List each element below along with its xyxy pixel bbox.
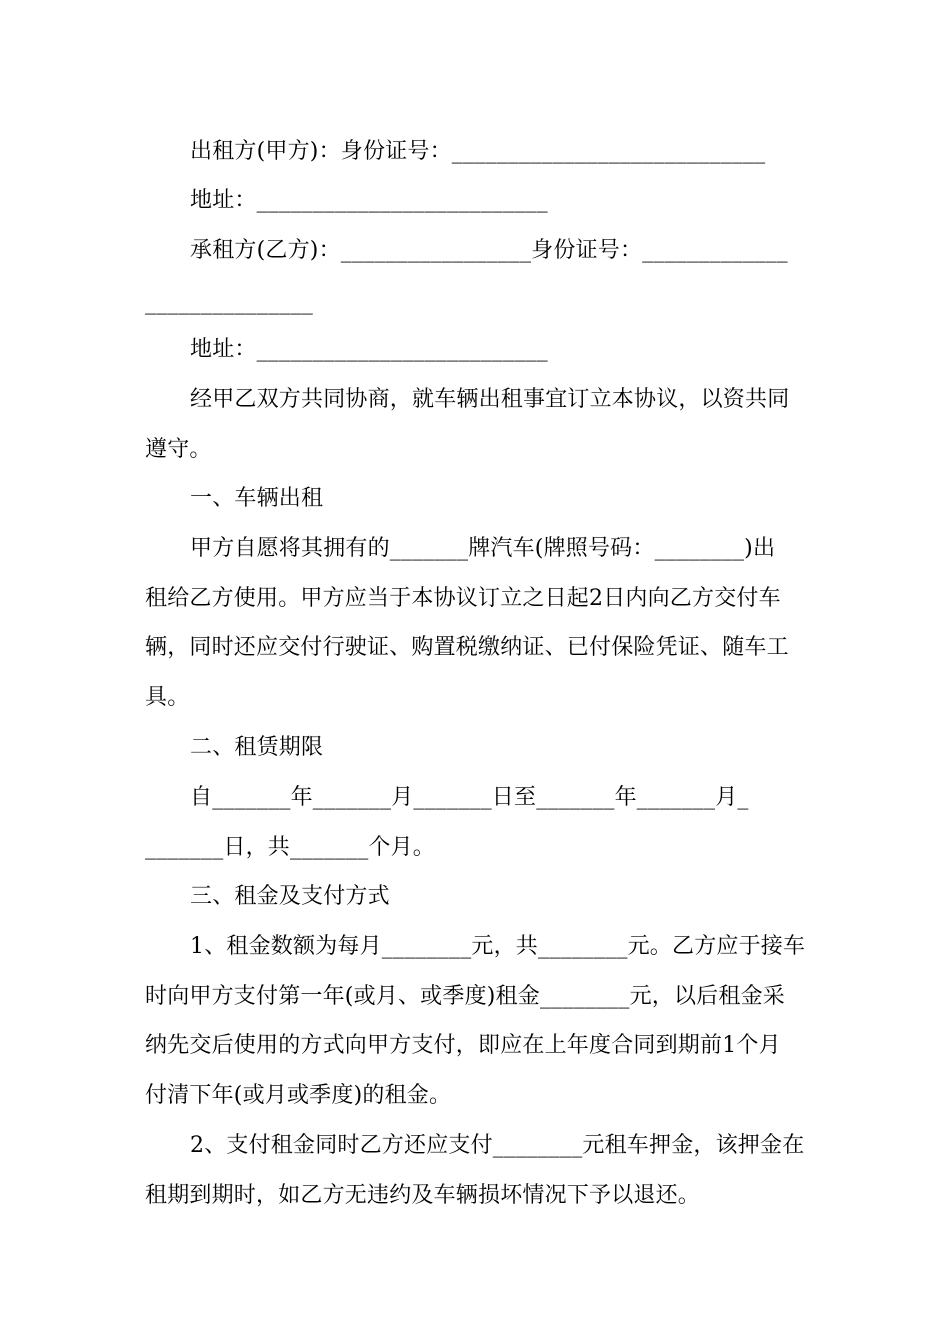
section-2-line-2: _______日，共_______个月。 [145,835,436,860]
section-1-line-3: 辆，同时还应交付行驶证、购置税缴纳证、已付保险凭证、随车工 [145,635,789,660]
section-3-heading: 三、租金及支付方式 [190,884,390,909]
section-1-line-2: 租给乙方使用。甲方应当于本协议订立之日起2日内向乙方交付车 [145,586,781,611]
section-3-item-2-line-2: 租期到期时，如乙方无违约及车辆损坏情况下予以退还。 [145,1183,701,1208]
lessor-address-line: 地址：__________________________ [190,188,548,213]
section-3-item-1-line-3: 纳先交后使用的方式向甲方支付，即应在上年度合同到期前1个月 [145,1033,781,1058]
lessee-id-line: 承租方(乙方)：_________________身份证号：_____________ [190,238,788,263]
section-1-line-4: 具。 [145,685,190,710]
section-2-line-1: 自_______年_______月_______日至_______年_______月_ [190,785,749,810]
intro-paragraph-line-1: 经甲乙双方共同协商，就车辆出租事宜订立本协议，以资共同 [190,387,790,412]
section-1-line-1: 甲方自愿将其拥有的_______牌汽车(牌照号码：________)出 [190,536,776,561]
section-3-item-1-line-4: 付清下年(或月或季度)的租金。 [145,1083,452,1108]
intro-paragraph-line-2: 遵守。 [145,437,212,462]
section-1-heading: 一、车辆出租 [190,486,324,511]
section-2-heading: 二、租赁期限 [190,735,324,760]
lessee-address-line: 地址：__________________________ [190,337,548,362]
section-3-item-1-line-1: 1、租金数额为每月________元，共________元。乙方应于接车 [190,934,806,959]
section-3-item-1-line-2: 时向甲方支付第一年(或月、或季度)租金________元，以后租金采 [145,984,785,1009]
lessor-id-line: 出租方(甲方)：身份证号：____________________________ [190,139,766,164]
lessee-id-continuation: _______________ [145,290,313,315]
section-3-item-2-line-1: 2、支付租金同时乙方还应支付________元租车押金，该押金在 [190,1133,805,1158]
